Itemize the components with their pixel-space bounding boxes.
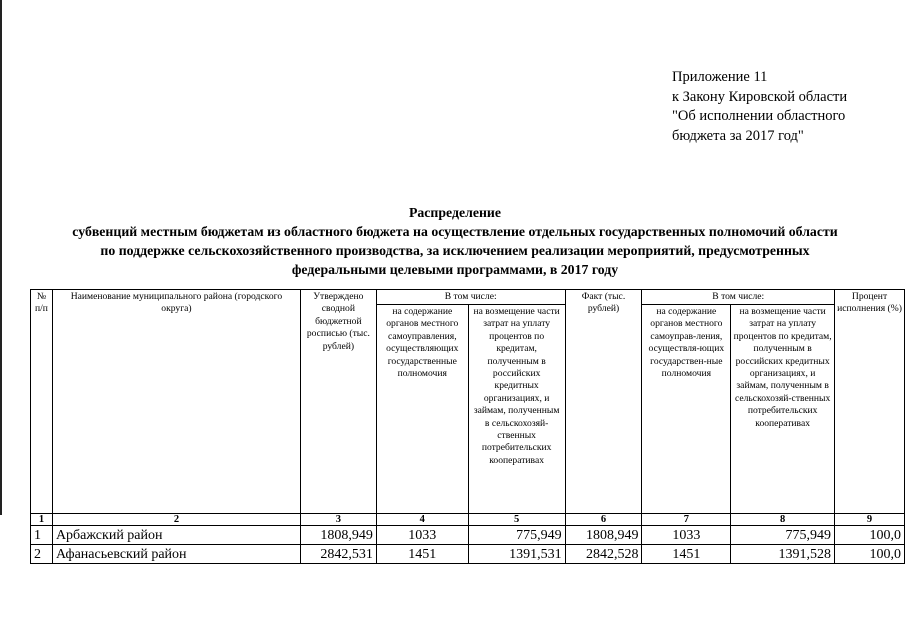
column-number: 3 (300, 514, 376, 526)
header-local-approved: на содержание органов местного самоуправления, осуществляющих государственные полномочия (376, 305, 468, 514)
row-reimb-approved: 775,949 (468, 526, 565, 545)
appendix-line: к Закону Кировской области (672, 88, 848, 105)
appendix-line: Приложение 11 (672, 69, 768, 85)
header-percent: Процент исполнения (%) (835, 290, 905, 514)
column-number: 8 (731, 514, 835, 526)
row-reimb-fact: 775,949 (731, 526, 835, 545)
appendix-note (672, 68, 847, 146)
row-num: 1 (31, 526, 53, 545)
title-line: по поддержке сельскохозяйственного производства, за исключением реализации мероприятий, предусмотренных (100, 243, 810, 258)
row-local-fact: 1451 (642, 545, 731, 564)
header-num: № п/п (31, 290, 53, 514)
title-line: федеральными целевыми программами, в 2017 году (291, 262, 619, 277)
page-edge-rule (0, 0, 2, 515)
row-local-approved: 1033 (376, 526, 468, 545)
subventions-table (30, 289, 905, 564)
title-line: субвенций местным бюджетам из областного бюджета на осуществление отдельных государственных полномочий области (72, 224, 838, 239)
column-number: 7 (642, 514, 731, 526)
header-fact: Факт (тыс. рублей) (565, 290, 642, 514)
header-approved: Утверждено сводной бюджетной росписью (тыс. рублей) (300, 290, 376, 514)
appendix-line: "Об исполнении областного (672, 108, 846, 124)
column-number: 1 (31, 514, 53, 526)
column-number-row (31, 514, 905, 526)
header-including-fact: В том числе: (642, 290, 835, 305)
document-title (20, 203, 890, 279)
header-reimb-fact: на возмещение части затрат на уплату процентов по кредитам, полученным в российских кредитных организациях, и займам, полученным в сельскохозяй-ственных потребительских кооперативах (731, 305, 835, 514)
row-percent: 100,0 (835, 545, 905, 564)
header-reimb-approved: на возмещение части затрат на уплату процентов по кредитам, полученным в российских кредитных организациях, и займам, полученным в сельскохозяй-ственных потребительских кооперативах (468, 305, 565, 514)
header-name: Наименование муниципального района (городского округа) (52, 290, 300, 514)
column-number: 5 (468, 514, 565, 526)
row-fact: 2842,528 (565, 545, 642, 564)
row-approved: 2842,531 (300, 545, 376, 564)
column-number: 9 (835, 514, 905, 526)
row-reimb-approved: 1391,531 (468, 545, 565, 564)
header-local-fact: на содержание органов местного самоуправ-ления, осуществля-ющих государствен-ные полномочия (642, 305, 731, 514)
row-district-name: Афанасьевский район (52, 545, 300, 564)
row-reimb-fact: 1391,528 (731, 545, 835, 564)
row-district-name: Арбажский район (52, 526, 300, 545)
table-row (31, 526, 905, 545)
row-fact: 1808,949 (565, 526, 642, 545)
column-number: 4 (376, 514, 468, 526)
column-number: 6 (565, 514, 642, 526)
column-number: 2 (52, 514, 300, 526)
row-percent: 100,0 (835, 526, 905, 545)
row-local-approved: 1451 (376, 545, 468, 564)
row-num: 2 (31, 545, 53, 564)
row-local-fact: 1033 (642, 526, 731, 545)
table-row (31, 545, 905, 564)
header-including-approved: В том числе: (376, 290, 565, 305)
row-approved: 1808,949 (300, 526, 376, 545)
title-heading: Распределение (408, 205, 501, 220)
appendix-line: бюджета за 2017 год" (672, 127, 804, 144)
